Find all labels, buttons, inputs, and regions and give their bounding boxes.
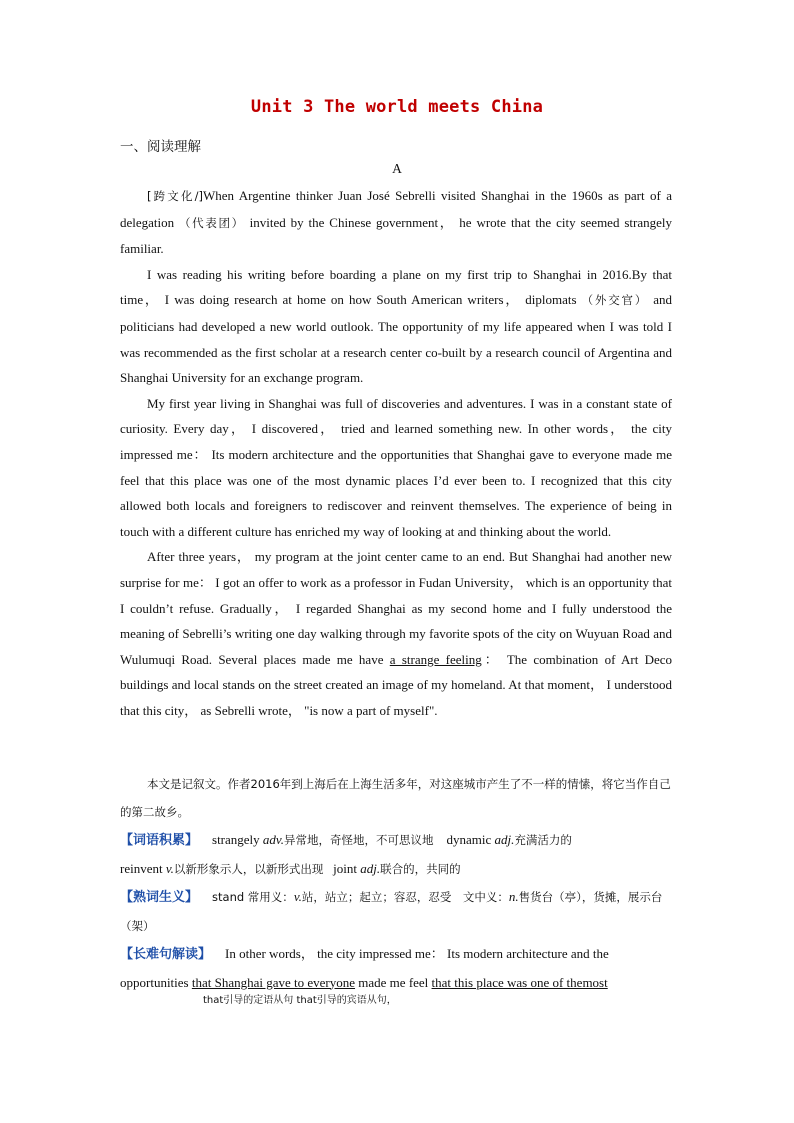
- passage-label: A: [392, 161, 402, 176]
- sentence-text-b: made me feel: [355, 974, 432, 990]
- passage-body: [120, 183, 672, 723]
- clause-gloss: that引导的定语从句 that引导的宾语从句，: [203, 995, 397, 1006]
- underlined-phrase: a strange feeling: [389, 651, 482, 667]
- gloss-delegation: （代表团）: [179, 215, 245, 230]
- familiar-text-b: 站，站立；起立；容忍，忍受 文中义：: [301, 890, 509, 904]
- familiar-word-section: [120, 883, 675, 940]
- sentence-text-a: In other words， the city impressed me： Its modern architecture and the opportunities: [120, 946, 609, 990]
- familiar-pos: v.: [293, 889, 302, 904]
- vocab-def: 以新形象示人，以新形式出现: [173, 861, 324, 876]
- long-sentence-section: [120, 940, 675, 996]
- paragraph-4-text-a: After three years， my program at the joint center came to an end. But Shanghai had another new surprise for me： I got an offer to work as a professor in Fudan University， which is an opportunity that I couldn’t refuse. Gradually， I regarded Shanghai as my second home and I fully understood the meaning of Sebrelli’s writing one day walking through my favorite spots of the city on Wuyuan Road and Wulumuqi Road. Several places made me have: [120, 549, 672, 667]
- familiar-text-a: stand 常用义：: [212, 890, 294, 904]
- sentence-underline-1: that Shanghai gave to everyone: [191, 974, 356, 990]
- familiar-tag: 【熟词生义】: [120, 890, 199, 905]
- paragraph-3: My first year living in Shanghai was full of discoveries and adventures. I was in a constant state of curiosity. Every day， I discovered， tried and learned something new. In other words， the city impressed me： Its modern architecture and the opportunities that Shanghai gave to everyone made me feel that this place was one of the most dynamic places I’d ever been to. I recognized that this city allowed both locals and foreigners to rediscover and reinvent themselves. The experience of being in touch with a different culture has enriched my way of looking at and thinking about the world.: [120, 395, 672, 539]
- vocab-def: 联合的，共同的: [380, 861, 461, 876]
- familiar-text-c: 售货台（亭），货摊，展示台（架）: [120, 890, 663, 933]
- paragraph-4: [120, 544, 672, 723]
- paragraph-4-text-b: ： The combination of Art Deco buildings and local stands on the street created an image of my homeland. At that moment， I understood that this city， as Sebrelli wrote， "is now a part of myself".: [120, 651, 673, 718]
- vocab-word: strangely: [212, 832, 263, 847]
- passage-summary: 本文是记叙文。作者2016年到上海后在上海生活多年，对这座城市产生了不一样的情愫，将它当作自己的第二故乡。: [120, 777, 671, 819]
- vocab-word: reinvent: [120, 860, 166, 876]
- vocab-pos: adv.: [262, 832, 284, 847]
- category-tag: [跨文化/]: [147, 189, 203, 203]
- sentence-tag: 【长难句解读】: [120, 947, 212, 962]
- section-heading: 一、阅读理解: [120, 139, 201, 155]
- vocab-def: 异常地，奇怪地，不可思议地: [283, 833, 434, 847]
- page-title: Unit 3 The world meets China: [250, 97, 544, 117]
- gloss-diplomats: （外交官）: [581, 293, 649, 308]
- vocab-word: dynamic: [446, 832, 495, 847]
- sentence-underline-2: that this place was one of themost: [431, 974, 608, 990]
- vocab-word: joint: [333, 860, 361, 876]
- paragraph-2-text-b: and politicians had developed a new world outlook. The opportunity of my life appeared when I was told I was recommended as the first scholar at a research center co-built by a research council of Argentina and Shanghai University for an exchange program.: [120, 292, 672, 386]
- vocab-pos: v.: [165, 860, 174, 876]
- paragraph-1-text-a: When Argentine thinker Juan José Sebrelli visited Shanghai in the 1960s as part of a delegation: [120, 188, 672, 230]
- vocab-def: 充满活力的: [514, 833, 572, 847]
- vocab-pos: adj.: [494, 832, 515, 847]
- vocab-section: [120, 826, 675, 883]
- study-notes: [120, 771, 675, 996]
- paragraph-1-text-b: invited by the Chinese government， he wrote that the city seemed strangely familiar.: [120, 214, 672, 257]
- familiar-pos: n.: [508, 889, 519, 904]
- paragraph-2: [120, 262, 672, 391]
- vocab-tag: 【词语积累】: [120, 833, 199, 848]
- vocab-pos: adj.: [360, 860, 381, 876]
- paragraph-1: [120, 183, 672, 262]
- paragraph-2-text-a: I was reading his writing before boarding a plane on my first trip to Shanghai in 2016.By that time， I was doing research at home on how South American writers， diplomats: [120, 266, 672, 308]
